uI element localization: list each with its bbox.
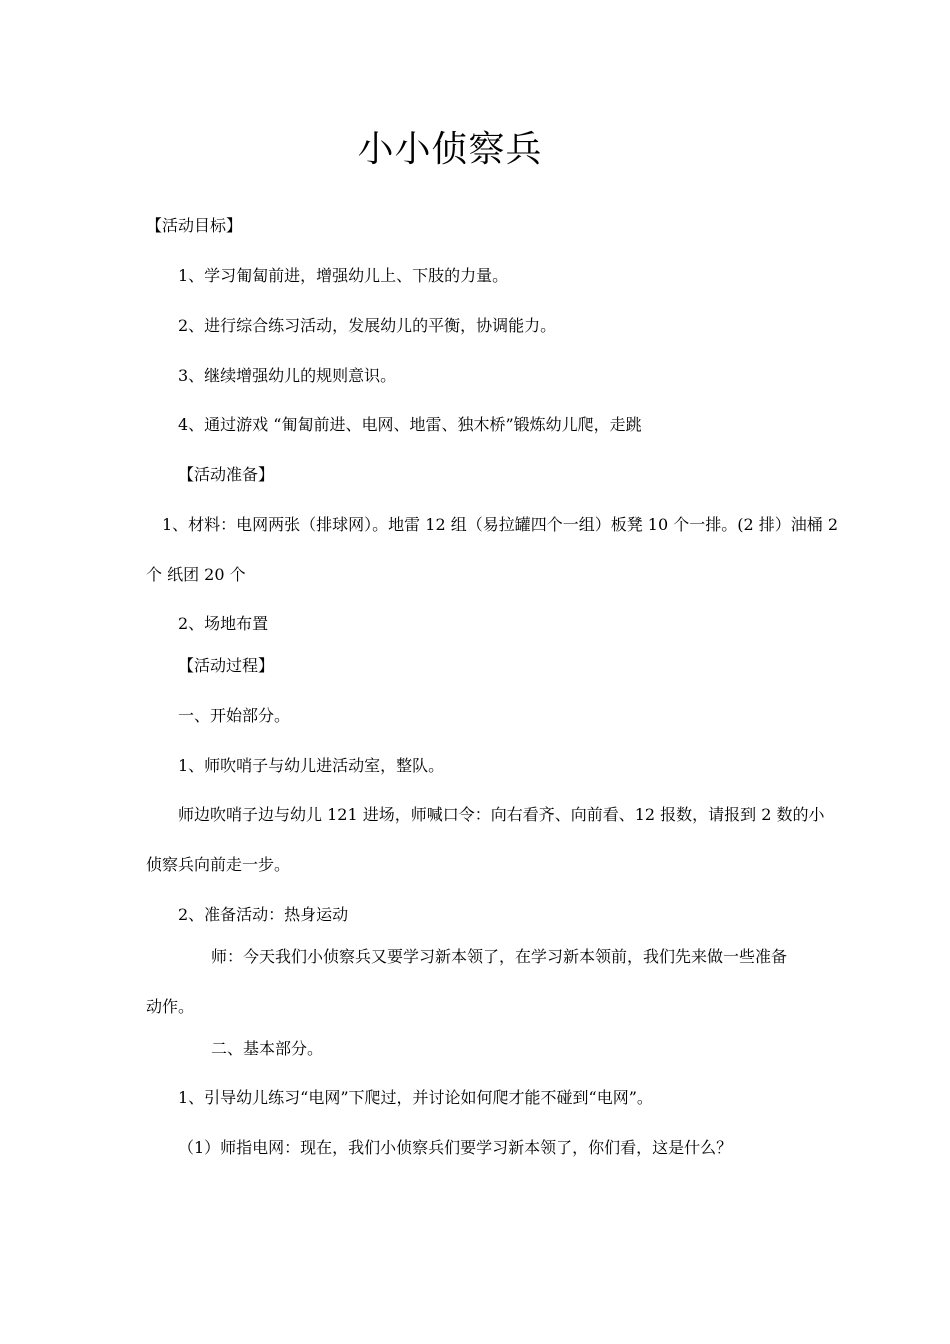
process-paragraph-warmup: 师：今天我们小侦察兵又要学习新本领了，在学习新本领前，我们先来做一些准备: [211, 947, 788, 966]
process-paragraph-entry-continued: 侦察兵向前走一步。: [146, 855, 291, 874]
process-paragraph-entry: 师边吹哨子边与幼儿 121 进场，师喊口令：向右看齐、向前看、12 报数，请报到 2 数的小: [178, 805, 825, 824]
goal-item-3: 3、继续增强幼儿的规则意识。: [178, 366, 397, 385]
preparation-materials: 1、材料：电网两张（排球网）。地雷 12 组（易拉罐四个一组）板凳 10 个一排。(2 排）油桶 2: [162, 515, 839, 534]
process-step-2: 2、准备活动：热身运动: [178, 905, 349, 924]
process-basic-step-1: 1、引导幼儿练习“电网”下爬过，并讨论如何爬才能不碰到“电网”。: [178, 1088, 653, 1107]
preparation-venue: 2、场地布置: [178, 614, 269, 633]
process-step-1: 1、师吹哨子与幼儿进活动室，整队。: [178, 756, 445, 775]
process-basic-substep-1: （1）师指电网：现在，我们小侦察兵们要学习新本领了，你们看，这是什么？: [178, 1138, 733, 1157]
process-part-2-heading: 二、基本部分。: [211, 1039, 324, 1058]
preparation-materials-continued: 个 纸团 20 个: [146, 565, 246, 584]
section-heading-process: 【活动过程】: [178, 656, 275, 675]
section-heading-preparation: 【活动准备】: [178, 465, 275, 484]
goal-item-1: 1、学习匍匐前进，增强幼儿上、下肢的力量。: [178, 266, 509, 285]
process-paragraph-warmup-continued: 动作。: [146, 997, 195, 1016]
process-part-1-heading: 一、开始部分。: [178, 706, 291, 725]
goal-item-2: 2、进行综合练习活动，发展幼儿的平衡，协调能力。: [178, 316, 557, 335]
section-heading-goals: 【活动目标】: [146, 216, 243, 235]
goal-item-4: 4、通过游戏 “匍匐前进、电网、地雷、独木桥”锻炼幼儿爬，走跳: [178, 415, 642, 434]
document-title: 小小侦察兵: [357, 129, 543, 170]
